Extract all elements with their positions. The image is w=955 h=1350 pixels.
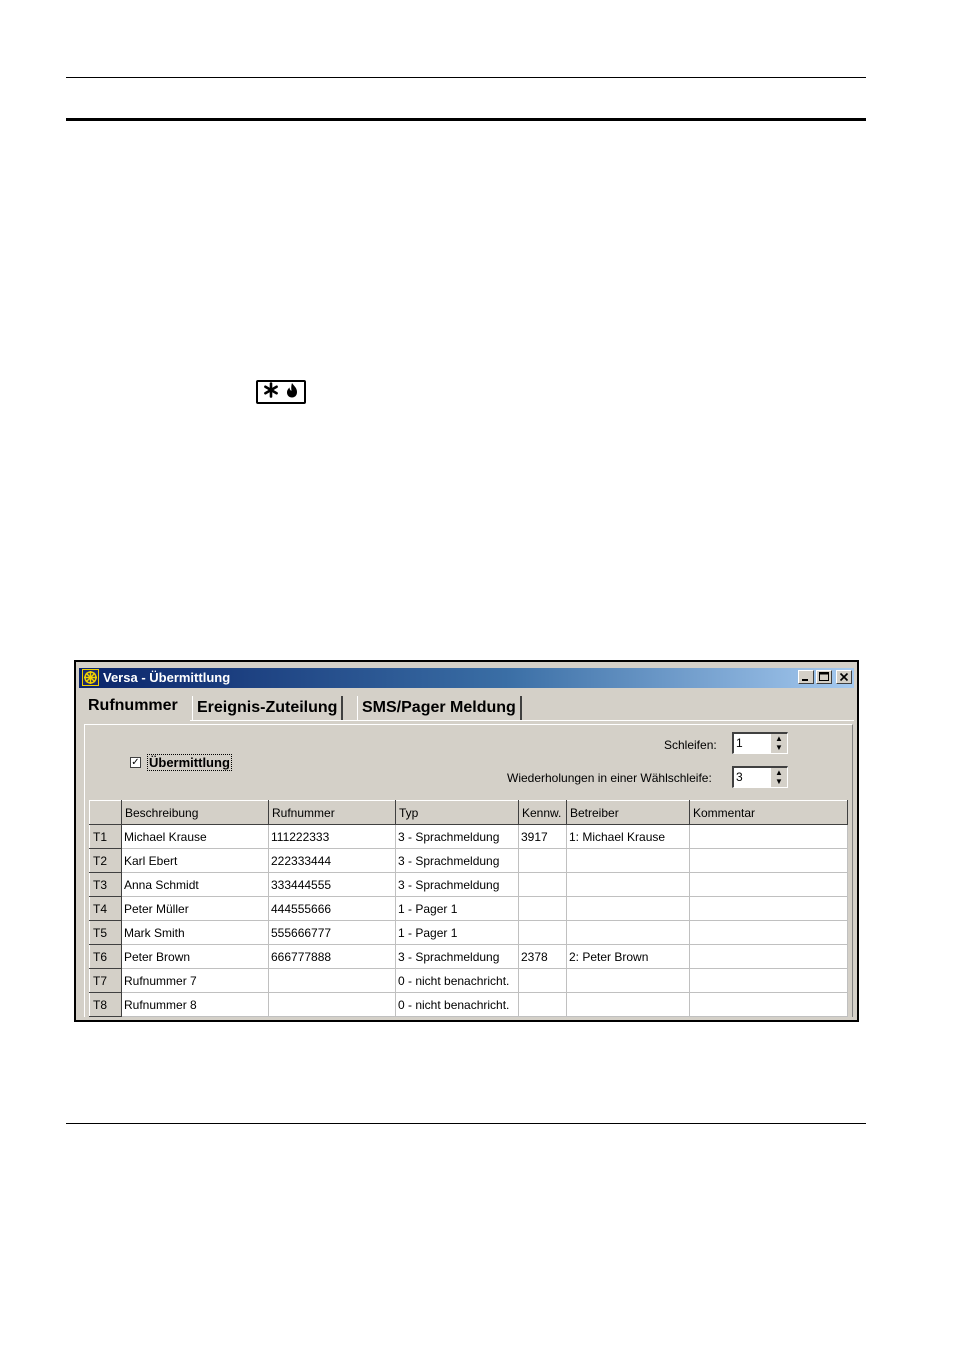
cell-typ[interactable]: 3 - Sprachmeldung bbox=[396, 849, 519, 873]
repeats-spinner[interactable] bbox=[732, 766, 788, 788]
maximize-button[interactable] bbox=[816, 670, 832, 684]
cell-betreiber[interactable] bbox=[567, 921, 690, 945]
cell-kommentar[interactable] bbox=[690, 921, 848, 945]
row-header[interactable]: T5 bbox=[90, 921, 122, 945]
table-row[interactable] bbox=[90, 825, 848, 849]
cell-rufnummer[interactable]: 555666777 bbox=[269, 921, 396, 945]
table-header-row bbox=[90, 801, 848, 825]
cell-rufnummer[interactable] bbox=[269, 969, 396, 993]
cell-typ[interactable]: 0 - nicht benachricht. bbox=[396, 993, 519, 1017]
header-kennwort[interactable]: Kennw. bbox=[519, 801, 567, 825]
loops-value: 1 bbox=[736, 736, 743, 750]
table-row[interactable] bbox=[90, 873, 848, 897]
tab-rufnummer[interactable]: Rufnummer bbox=[88, 697, 178, 714]
cell-kennwort[interactable] bbox=[519, 897, 567, 921]
row-header[interactable]: T3 bbox=[90, 873, 122, 897]
repeats-label: Wiederholungen in einer Wählschleife: bbox=[507, 771, 712, 785]
cell-kommentar[interactable] bbox=[690, 993, 848, 1017]
phone-number-table bbox=[89, 800, 848, 1017]
cell-typ[interactable]: 3 - Sprachmeldung bbox=[396, 873, 519, 897]
cell-kennwort[interactable] bbox=[519, 993, 567, 1017]
cell-rufnummer[interactable] bbox=[269, 993, 396, 1017]
cell-beschreibung[interactable]: Peter Müller bbox=[122, 897, 269, 921]
cell-betreiber[interactable] bbox=[567, 873, 690, 897]
tab-sms-pager-meldung[interactable]: SMS/Pager Meldung bbox=[357, 696, 522, 720]
cell-kommentar[interactable] bbox=[690, 825, 848, 849]
tab-ereignis-zuteilung[interactable]: Ereignis-Zuteilung bbox=[192, 696, 343, 720]
cell-kennwort[interactable] bbox=[519, 969, 567, 993]
cell-beschreibung[interactable]: Rufnummer 7 bbox=[122, 969, 269, 993]
table-row[interactable] bbox=[90, 969, 848, 993]
tab-divider bbox=[190, 720, 854, 721]
table-row[interactable] bbox=[90, 993, 848, 1017]
header-rufnummer[interactable]: Rufnummer bbox=[269, 801, 396, 825]
row-header[interactable]: T1 bbox=[90, 825, 122, 849]
row-header[interactable]: T8 bbox=[90, 993, 122, 1017]
title-bar[interactable] bbox=[79, 668, 854, 688]
header-kommentar[interactable]: Kommentar bbox=[690, 801, 848, 825]
header-corner bbox=[90, 801, 122, 825]
loops-label: Schleifen: bbox=[664, 738, 717, 752]
cell-typ[interactable]: 3 - Sprachmeldung bbox=[396, 825, 519, 849]
repeats-value: 3 bbox=[736, 770, 743, 784]
loops-spinner[interactable] bbox=[732, 732, 788, 754]
cell-kennwort[interactable] bbox=[519, 873, 567, 897]
cell-rufnummer[interactable]: 333444555 bbox=[269, 873, 396, 897]
header-typ[interactable]: Typ bbox=[396, 801, 519, 825]
cell-kommentar[interactable] bbox=[690, 897, 848, 921]
transmission-checkbox[interactable]: ✓ bbox=[131, 756, 140, 768]
transmission-label: Übermittlung bbox=[149, 755, 230, 770]
cell-kommentar[interactable] bbox=[690, 969, 848, 993]
header-rule-thick bbox=[66, 118, 866, 121]
cell-kommentar[interactable] bbox=[690, 873, 848, 897]
cell-beschreibung[interactable]: Anna Schmidt bbox=[122, 873, 269, 897]
row-header[interactable]: T6 bbox=[90, 945, 122, 969]
header-betreiber[interactable]: Betreiber bbox=[567, 801, 690, 825]
cell-betreiber[interactable] bbox=[567, 969, 690, 993]
flame-icon bbox=[285, 382, 299, 403]
transmission-option[interactable] bbox=[130, 754, 232, 771]
table-row[interactable] bbox=[90, 897, 848, 921]
cell-rufnummer[interactable]: 111222333 bbox=[269, 825, 396, 849]
cell-typ[interactable]: 1 - Pager 1 bbox=[396, 921, 519, 945]
app-window bbox=[74, 660, 859, 1022]
cell-kommentar[interactable] bbox=[690, 945, 848, 969]
table-row[interactable] bbox=[90, 921, 848, 945]
cell-kennwort[interactable] bbox=[519, 921, 567, 945]
cell-beschreibung[interactable]: Mark Smith bbox=[122, 921, 269, 945]
table-row[interactable] bbox=[90, 945, 848, 969]
cell-beschreibung[interactable]: Karl Ebert bbox=[122, 849, 269, 873]
cell-rufnummer[interactable]: 666777888 bbox=[269, 945, 396, 969]
table-row[interactable] bbox=[90, 849, 848, 873]
cell-rufnummer[interactable]: 222333444 bbox=[269, 849, 396, 873]
footer-rule bbox=[66, 1123, 866, 1124]
header-rule-thin bbox=[66, 77, 866, 78]
app-icon bbox=[82, 669, 99, 686]
cell-kennwort[interactable]: 2378 bbox=[519, 945, 567, 969]
cell-betreiber[interactable] bbox=[567, 993, 690, 1017]
cell-betreiber[interactable] bbox=[567, 849, 690, 873]
row-header[interactable]: T4 bbox=[90, 897, 122, 921]
minimize-button[interactable] bbox=[798, 670, 814, 684]
cell-typ[interactable]: 3 - Sprachmeldung bbox=[396, 945, 519, 969]
header-beschreibung[interactable]: Beschreibung bbox=[122, 801, 269, 825]
spinner-arrows-icon[interactable]: ▲ ▼ bbox=[771, 734, 787, 753]
cell-betreiber[interactable]: 2: Peter Brown bbox=[567, 945, 690, 969]
cell-kennwort[interactable]: 3917 bbox=[519, 825, 567, 849]
cell-kommentar[interactable] bbox=[690, 849, 848, 873]
spinner-arrows-icon[interactable]: ▲ ▼ bbox=[771, 768, 787, 787]
close-button[interactable] bbox=[836, 670, 852, 684]
cell-typ[interactable]: 0 - nicht benachricht. bbox=[396, 969, 519, 993]
row-header[interactable]: T7 bbox=[90, 969, 122, 993]
row-header[interactable]: T2 bbox=[90, 849, 122, 873]
cell-typ[interactable]: 1 - Pager 1 bbox=[396, 897, 519, 921]
cell-beschreibung[interactable]: Michael Krause bbox=[122, 825, 269, 849]
cell-rufnummer[interactable]: 444555666 bbox=[269, 897, 396, 921]
asterisk-icon bbox=[263, 382, 279, 403]
cell-betreiber[interactable] bbox=[567, 897, 690, 921]
cell-kennwort[interactable] bbox=[519, 849, 567, 873]
cell-beschreibung[interactable]: Peter Brown bbox=[122, 945, 269, 969]
cell-beschreibung[interactable]: Rufnummer 8 bbox=[122, 993, 269, 1017]
cell-betreiber[interactable]: 1: Michael Krause bbox=[567, 825, 690, 849]
window-title: Versa - Übermittlung bbox=[103, 670, 231, 685]
keypad-key-symbol bbox=[256, 380, 306, 404]
